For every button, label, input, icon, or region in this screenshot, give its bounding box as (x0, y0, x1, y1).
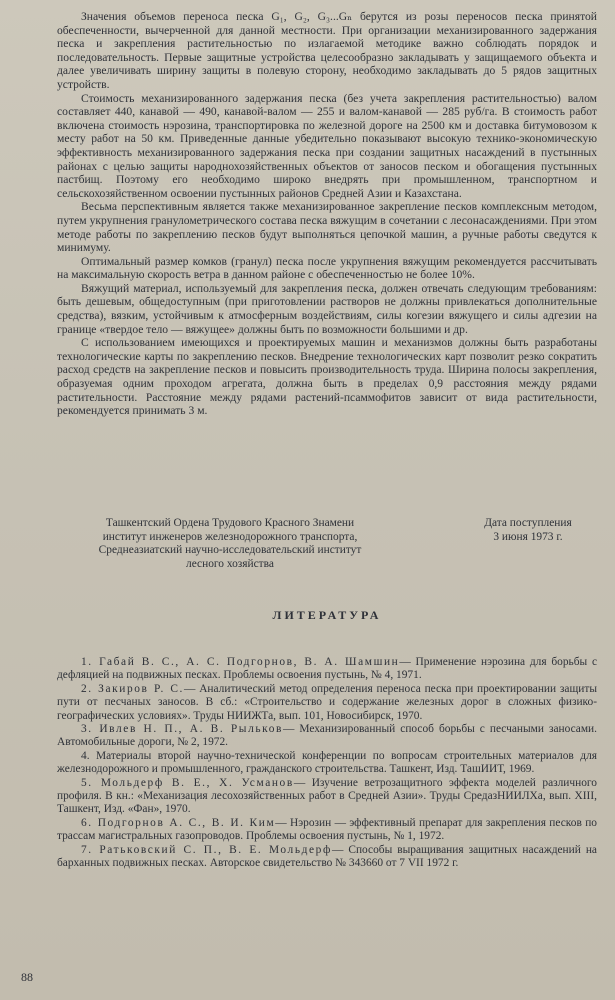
received-label: Дата поступления (484, 517, 572, 529)
paragraph: Значения объемов переноса песка G₁, G₂, G₃...Gₙ берутся из розы переносов песка принятой обеспеченности, вычерченной для данной местности. При организации механизированного задержания песка и закрепления растительностью по излагаемой методике важно соблюдать порядок и последовательность. Первые защитные устройства целесообразно закладывать у защищаемого объекта и далее увеличивать ширину защиты в полевую сторону, необходимо закладывать до 5 рядов защитных устройств. (57, 10, 597, 91)
reference-text: — Изучение ветрозащитного эффекта моделей различного профиля. В кн.: «Механизация лесохозяйственных работ в Средней Азии». Труды СредазНИИЛХа, вып. XIII, Ташкент, Изд. «Фан», 1970. (57, 776, 598, 816)
reference-text: — Нэрозин — эффективный препарат для закрепления песков по трассам магистральных газопроводов. Проблемы освоения пустынь, № 1, 1972. (57, 816, 597, 843)
reference-authors: 1. Габай В. С., А. С. Подгорнов, В. А. Шамшин (81, 656, 400, 668)
reference-text: — Способы выращивания защитных насаждений на барханных подвижных песках. Авторское свидетельство № 343660 от 7 VII 1972 г. (57, 843, 597, 870)
reference-authors: 5. Мольдерф В. Е., Х. Усманов (81, 776, 294, 789)
affiliation-line: Ташкентский Ордена Трудового Красного Знамени (105, 517, 355, 529)
paragraph: Оптимальный размер комков (гранул) песка после укрупнения вяжущим рекомендуется рассчитывать на максимальную скорость ветра в данном районе с обеспеченностью не более 10%. (57, 254, 597, 282)
reference-authors: 3. Ивлев Н. П., А. В. Рыльков (81, 723, 283, 736)
reference-text: — Применение нэрозина для борьбы с дефляцией на подвижных песках. Проблемы освоения пустынь, № 4, 1971. (57, 656, 597, 682)
paragraph: С использованием имеющихся и проектируемых машин и механизмов должны быть разработаны технологические карты по закреплению песков. Внедрение технологических карт позволит резко сократить расход средств на закрепление песков и повысить производительность труда. Ширина полосы закрепления, образуемая одним проходом агрегата, должна быть в пределах 0,9 расстояния между рядами растительности. Расстояние между рядами растений-псаммофитов зависит от вида растительности, рекомендуется принимать 3 м. (57, 336, 597, 418)
page-number: 88 (21, 970, 33, 984)
affiliation-line: лесного хозяйства (186, 557, 274, 570)
reference-authors: 6. Подгорнов А. С., В. И. Ким (81, 816, 276, 829)
article-body (57, 10, 597, 418)
affiliation-line: Среднеазиатский научно-исследовательский институт (98, 544, 362, 557)
reference-list (57, 656, 597, 871)
literature-heading: ЛИТЕРАТУРА (272, 608, 382, 622)
received-date-block (458, 517, 598, 544)
reference-item (57, 777, 597, 817)
reference-item (57, 723, 597, 750)
reference-text: — Аналитический метод определения переноса песка при проектировании защиты пути от песчаных заносов. В сб.: «Строительство и содержание железных дорог в сложных физико-географических условиях». Труды НИИЖТа, вып. 101, Новосибирск, 1970. (57, 682, 597, 722)
reference-authors: 7. Ратьковский С. П., В. Е. Мольдерф (81, 843, 332, 856)
reference-item (57, 683, 597, 723)
affiliation-block (60, 517, 400, 571)
paragraph: Весьма перспективным является также механизированное закрепление песков комплексным методом, путем укрупнения гранулометрического состава песка вяжущим в сочетании с лесонасаждениями. При этом методе работы по закреплению песков будут выполняться цепочкой машин, а ручные работы сведутся к минимуму. (57, 200, 597, 255)
reference-item (57, 844, 597, 871)
affiliation-line: институт инженеров железнодорожного транспорта, (102, 530, 358, 543)
reference-item (57, 817, 597, 844)
reference-item (57, 656, 597, 683)
reference-text: 4. Материалы второй научно-технической конференции по вопросам строительных материалов для железнодорожного и промышленного, гражданского строительства. Ташкент, Изд. ТашИИТ, 1969. (57, 749, 597, 776)
reference-text: — Механизированный способ борьбы с песчаными заносами. Автомобильные дороги, № 2, 1972. (57, 723, 598, 749)
paragraph: Вяжущий материал, используемый для закрепления песка, должен отвечать следующим требованиям: быть дешевым, общедоступным (при приготовлении растворов не должны привлекаться дополнительные средства), вязким, устойчивым к атмосферным воздействиям, силы когезии вяжущего и силы адгезии на границе «твердое тело — вяжущее» должны быть по возможности большими и др. (57, 281, 597, 336)
received-date: 3 июня 1973 г. (493, 530, 563, 543)
paragraph: Стоимость механизированного задержания песка (без учета закрепления растительностью) валом составляет 440, канавой — 490, канавой-валом — 255 и валом-канавой — 285 руб/га. В стоимость работ включена стоимость нэрозина, транспортировка по железной дороге на 2500 км и доставка битумовозом к месту работ на 50 км. Приведенные данные убедительно показывают высокую технико-экономическую эффективность механизированного задержания песка при создании защитных насаждений в пустынных районах с целью защиты народнохозяйственных объектов от заносов песком и обогащения пустынных пастбищ. Поэтому его необходимо широко внедрять при промышленном, транспортном и сельскохозяйственном освоении пустынных районов Средней Азии и Казахстана. (57, 91, 597, 200)
reference-item (57, 750, 597, 777)
reference-authors: 2. Закиров Р. С. (81, 682, 184, 695)
